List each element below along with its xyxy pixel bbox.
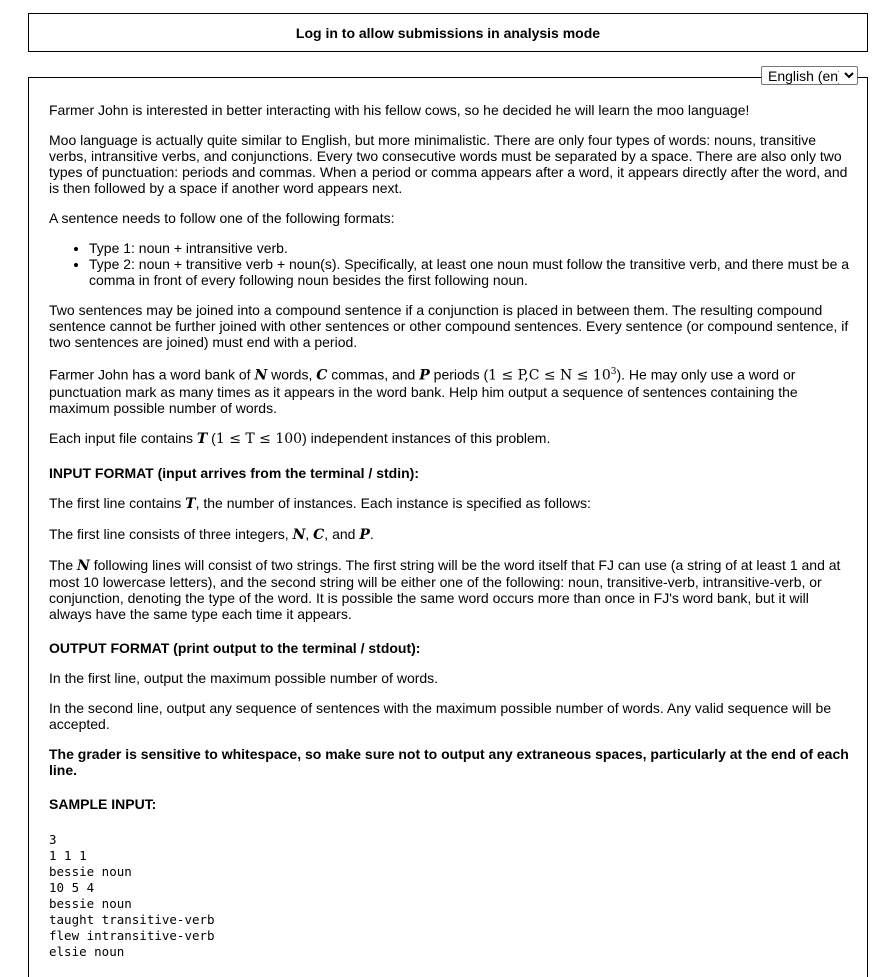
input-line-3: [49, 557, 851, 622]
compound-sentence-paragraph: Two sentences may be joined into a compound sentence if a conjunction is placed in between them. The resulting compound sentence cannot be further joined with other sentences or other compound sentences. Every sentence (or compound sentence, if two sentences are joined) must end with a period.: [49, 302, 849, 350]
output-line-1: In the first line, output the maximum possible number of words.: [49, 669, 439, 686]
text-fragment: The: [49, 556, 78, 573]
sample-input-line: 10 5 4: [49, 879, 95, 895]
language-select[interactable]: [761, 66, 858, 85]
sample-input-heading: SAMPLE INPUT:: [49, 795, 157, 812]
problem-content: [49, 102, 851, 960]
instances-paragraph: [49, 430, 851, 447]
login-banner[interactable]: [28, 13, 868, 52]
sample-input-line: 1 1 1: [49, 847, 87, 863]
math-exponent: 3: [610, 367, 617, 377]
input-format-heading: INPUT FORMAT (input arrives from the terminal / stdin):: [49, 464, 419, 481]
output-line-2: In the second line, output any sequence of sentences with the maximum possible number of words. Any valid sequence will be accepted.: [49, 699, 832, 732]
login-banner-text[interactable]: Log in to allow submissions in analysis mode: [295, 24, 601, 41]
sample-input-line: flew intransitive-verb: [49, 927, 215, 943]
text-fragment: commas, and: [327, 366, 420, 383]
math-var-p: P: [359, 526, 370, 543]
text-fragment: , the number of instances. Each instance is specified as follows:: [195, 494, 591, 511]
format-type-1: • Type 1: noun + intransitive verb.: [89, 240, 851, 256]
math-var-n: N: [77, 557, 90, 574]
sentence-format-intro: A sentence needs to follow one of the following formats:: [49, 210, 395, 226]
word-bank-paragraph: [49, 364, 851, 416]
math-var-t: T: [185, 495, 196, 512]
text-fragment: ) independent instances of this problem.: [302, 429, 551, 446]
sample-input-line: bessie noun: [49, 863, 132, 879]
grader-whitespace-note: The grader is sensitive to whitespace, so make sure not to output any extraneous spaces, particularly at the end of each line.: [49, 745, 849, 778]
sentence-format-list: [49, 240, 851, 288]
output-format-heading: OUTPUT FORMAT (print output to the terminal / stdout):: [49, 639, 421, 656]
sample-input-line: taught transitive-verb: [49, 911, 215, 927]
math-var-t: T: [196, 430, 208, 447]
math-bound: 1 ≤ T ≤ 100: [215, 430, 303, 447]
input-line-1: [49, 495, 851, 512]
sample-input-line: bessie noun: [49, 895, 132, 911]
format-type-2: • Type 2: noun + transitive verb + noun(s). Specifically, at least one noun must follow the transitive verb, and there must be a comma in front of every following noun besides the first following noun.: [89, 256, 851, 288]
text-fragment: Farmer John has a word bank of: [49, 366, 255, 383]
text-fragment: (: [207, 429, 216, 446]
text-fragment: .: [369, 525, 374, 542]
text-fragment: following lines will consist of two strings. The first string will be the word itself that FJ can use (a string of at least 1 and at most 10 lowercase letters), and the second string will be either one of the following: noun, transitive-verb, intransitive-verb, or conjunction, denoting the type of the word. It is possible the same word occurs more than once in FJ's word bank, but it will always have the same type each time it appears.: [49, 556, 841, 622]
sample-input-block: [49, 832, 851, 960]
math-bound: 1 ≤ P,C ≤ N ≤ 10: [488, 367, 611, 384]
math-var-c: C: [313, 526, 325, 543]
sample-input-line: 3: [49, 831, 57, 847]
text-fragment: words,: [267, 366, 317, 383]
text-fragment: periods (: [429, 366, 489, 383]
text-fragment: ,: [305, 525, 314, 542]
input-line-2: [49, 526, 851, 543]
math-var-n: N: [292, 526, 306, 543]
text-fragment: , and: [324, 525, 360, 542]
intro-paragraph: Farmer John is interested in better interacting with his fellow cows, so he decided he will learn the moo language!: [49, 102, 750, 118]
math-var-p: P: [419, 367, 430, 384]
math-var-n: N: [254, 367, 268, 384]
text-fragment: Each input file contains: [49, 429, 197, 446]
moo-language-paragraph: Moo language is actually quite similar to English, but more minimalistic. There are only four types of words: nouns, transitive verbs, intransitive verbs, and conjunctions. Every two consecutive words must be separated by a space. There are also only two types of punctuation: periods and commas. When a period or comma appears after a word, it appears directly after the word, and is then followed by a space if another word appears next.: [49, 132, 848, 196]
math-var-c: C: [316, 367, 328, 384]
text-fragment: The first line contains: [49, 494, 186, 511]
sample-input-line: elsie noun: [49, 943, 125, 959]
text-fragment: The first line consists of three integers,: [49, 525, 293, 542]
text-fragment: ). He may only use a word or punctuation mark as many times as it appears in the word bank. Help him output a sequence of sentences containing the maximum possible number of words.: [49, 366, 798, 416]
